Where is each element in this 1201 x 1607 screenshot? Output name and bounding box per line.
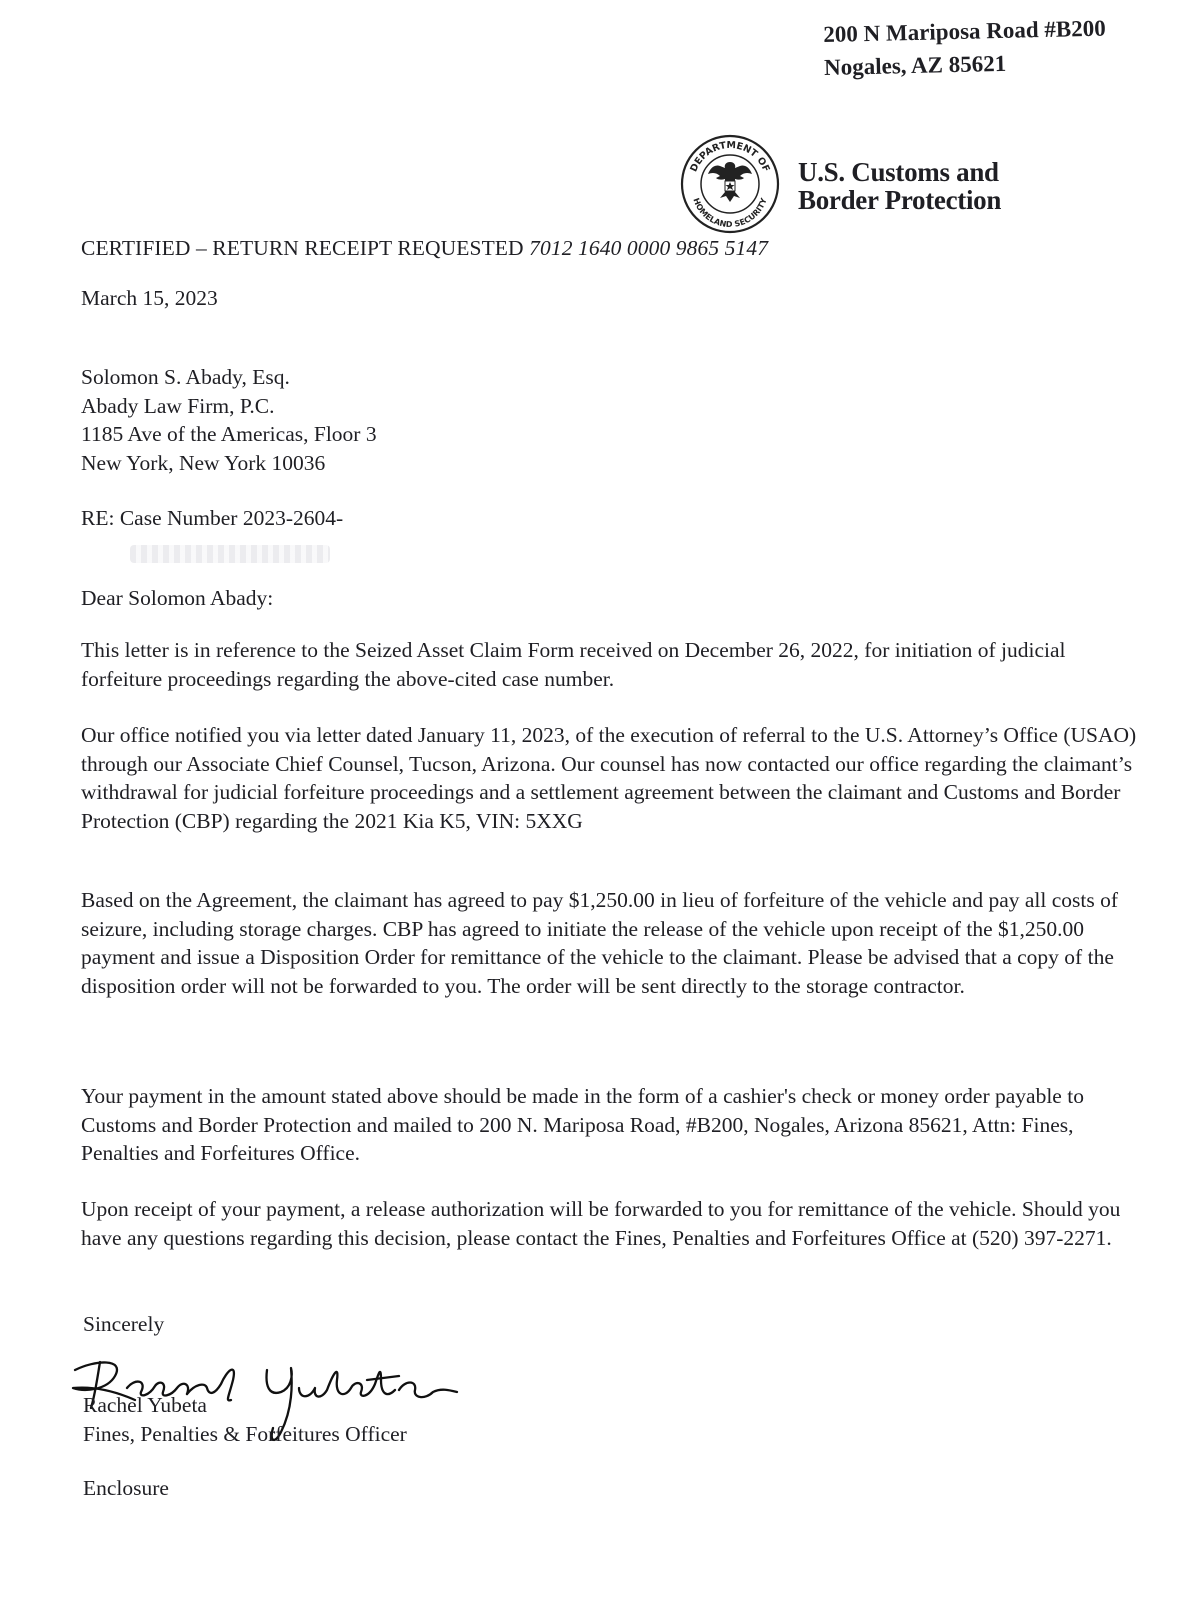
body-paragraph: This letter is in reference to the Seized Asset Claim Form received on December 26, 2022, for initiation of judicial forfeiture proceedings regarding the above-cited case number. <box>81 638 1066 691</box>
letter-date: March 15, 2023 <box>81 286 218 310</box>
recipient-firm: Abady Law Firm, P.C. <box>81 393 275 418</box>
seal-top-text: DEPARTMENT OF <box>688 139 772 174</box>
redaction-smudge <box>130 545 330 563</box>
return-address-line2: Nogales, AZ 85621 <box>823 50 1007 80</box>
body-paragraph: Your payment in the amount stated above should be made in the form of a cashier's check or money order payable to Customs and Border Protection and mailed to 200 N. Mariposa Road, #B200, Nogales, Arizona 85621, Attn: Fines, Penalties and Forfeitures Office. <box>81 1084 1084 1166</box>
certified-mail-line <box>81 236 768 261</box>
recipient-city: New York, New York 10036 <box>81 450 326 475</box>
re-line: RE: Case Number 2023-2604- <box>81 506 344 530</box>
signer-name: Rachel Yubeta <box>83 1393 207 1417</box>
body-paragraph: Upon receipt of your payment, a release authorization will be forwarded to you for remittance of the vehicle. Should you have any questions regarding this decision, please contact the Fines, Penalties and Forfeitures Office at (520) 397-2271. <box>81 1197 1121 1250</box>
signer-block <box>83 1391 407 1448</box>
body-paragraph: Based on the Agreement, the claimant has agreed to pay $1,250.00 in lieu of forfeiture of the vehicle and pay all costs of seizure, including storage charges. CBP has agreed to initiate the release of the vehicle upon receipt of the $1,250.00 payment and issue a Disposition Order for remittance of the vehicle to the claimant. Please be advised that a copy of the disposition order will not be forwarded to you. The order will be sent directly to the storage contractor. <box>81 888 1119 998</box>
recipient-name: Solomon S. Abady, Esq. <box>81 365 290 389</box>
closing: Sincerely <box>83 1312 165 1336</box>
agency-name-line1: U.S. Customs and <box>798 157 999 187</box>
certified-label: CERTIFIED – RETURN RECEIPT REQUESTED <box>81 236 524 260</box>
recipient-street: 1185 Ave of the Americas, Floor 3 <box>81 422 377 447</box>
body-paragraph: Our office notified you via letter dated January 11, 2023, of the execution of referral to the U.S. Attorney’s Office (USAO) through our Associate Chief Counsel, Tucson, Arizona. Our counsel has now contacted our office regarding the claimant’s withdrawal for judicial forfeiture proceedings and a settlement agreement between the claimant and Customs and Border Protection (CBP) regarding the 2021 Kia K5, VIN: 5XXG <box>81 723 1137 833</box>
return-address-line1: 200 N Mariposa Road #B200 <box>823 15 1106 47</box>
salutation: Dear Solomon Abady: <box>81 586 274 610</box>
agency-name-line2: Border Protection <box>798 185 1002 215</box>
agency-name <box>798 158 1001 214</box>
dhs-seal-icon <box>680 134 780 234</box>
signer-title: Fines, Penalties & Forfeitures Officer <box>83 1421 407 1446</box>
return-address <box>823 12 1107 84</box>
tracking-number: 7012 1640 0000 9865 5147 <box>529 236 769 260</box>
enclosure-note: Enclosure <box>83 1476 169 1500</box>
recipient-address <box>81 363 377 477</box>
seal-bottom-text: HOMELAND SECURITY <box>691 196 769 230</box>
